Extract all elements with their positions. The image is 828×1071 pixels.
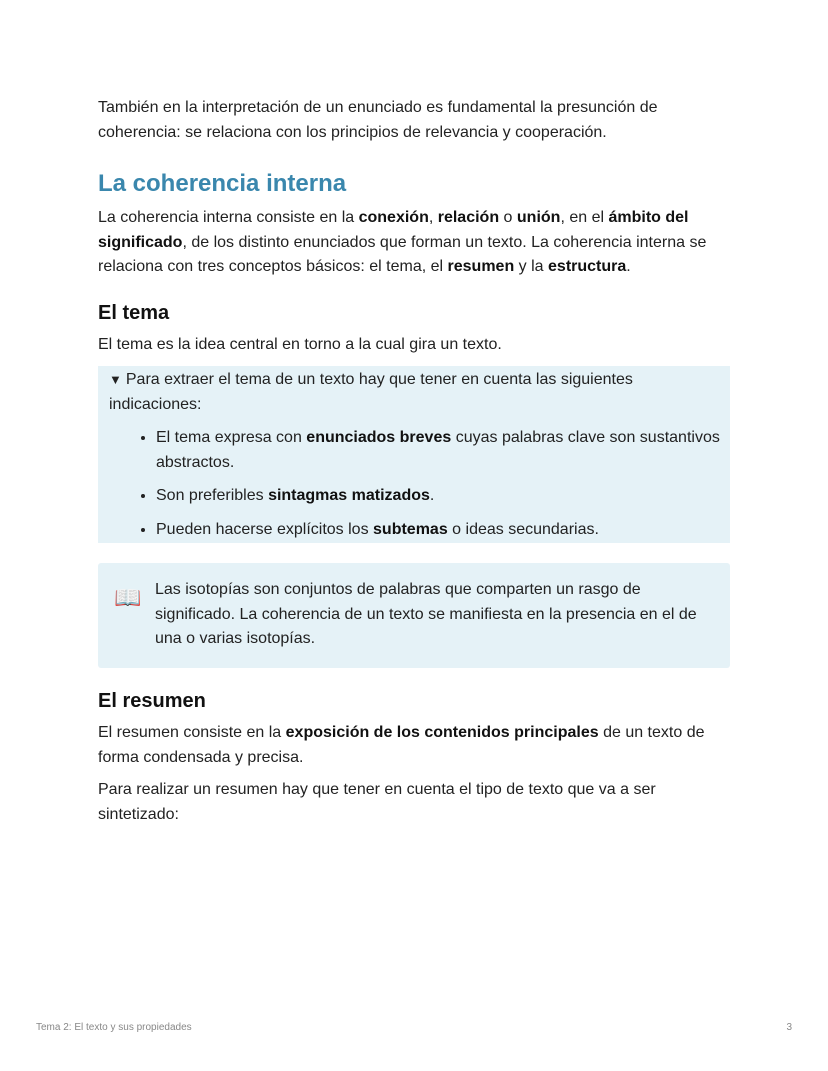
indicaciones-list xyxy=(109,426,728,542)
isotopias-note xyxy=(98,563,730,668)
footer-page-number: 3 xyxy=(786,1022,792,1033)
page-content xyxy=(98,96,730,823)
footer-title: Tema 2: El texto y sus propiedades xyxy=(36,1022,192,1033)
disclosure-triangle-icon[interactable]: ▼ xyxy=(109,372,122,387)
open-book-icon: 📖 xyxy=(114,585,142,610)
details-summary-text: Para extraer el tema de un texto hay que tener en cuenta las siguientes indicaciones: xyxy=(109,371,633,413)
heading-el-resumen: El resumen xyxy=(98,690,206,712)
term-union: unión xyxy=(516,209,561,226)
list-item: • El tema expresa con enunciados breves cuyas palabras clave son sustantivos abstractos. xyxy=(156,426,728,475)
details-summary[interactable] xyxy=(109,368,728,417)
resumen-paragraph-2: Para realizar un resumen hay que tener en cuenta el tipo de texto que va a ser sintetizado: xyxy=(98,781,656,823)
term-relacion: relación xyxy=(437,209,500,226)
term-resumen: resumen xyxy=(447,258,515,275)
heading-el-tema: El tema xyxy=(98,302,170,324)
term-ambito: ámbito del significado xyxy=(98,209,689,251)
term-estructura: estructura xyxy=(548,258,627,275)
term-conexion: conexión xyxy=(358,209,429,226)
term-exposicion: exposición de los contenidos principales xyxy=(285,724,599,741)
heading-coherencia-interna: La coherencia interna xyxy=(98,170,347,197)
coherencia-paragraph: La coherencia interna consiste en la conexión, relación o unión, en el ámbito del significado, de los distinto enunciados que forman un texto. La coherencia interna se relaciona con tres conceptos básicos: el tema, el resumen y la estructura. xyxy=(98,209,707,275)
tema-paragraph: El tema es la idea central en torno a la cual gira un texto. xyxy=(98,336,502,353)
resumen-paragraph: El resumen consiste en la exposición de los contenidos principales de un texto de forma condensada y precisa. xyxy=(98,724,705,766)
list-item: • Son preferibles sintagmas matizados. xyxy=(156,484,728,509)
note-text: Las isotopías son conjuntos de palabras que comparten un rasgo de significado. La coherencia de un texto se manifiesta en la presencia en el de una o varias isotopías. xyxy=(155,581,697,647)
intro-paragraph: También en la interpretación de un enunciado es fundamental la presunción de coherencia: se relaciona con los principios de relevancia y cooperación. xyxy=(98,99,658,141)
tema-details-box xyxy=(98,366,730,543)
list-item: • Pueden hacerse explícitos los subtemas o ideas secundarias. xyxy=(156,518,728,543)
